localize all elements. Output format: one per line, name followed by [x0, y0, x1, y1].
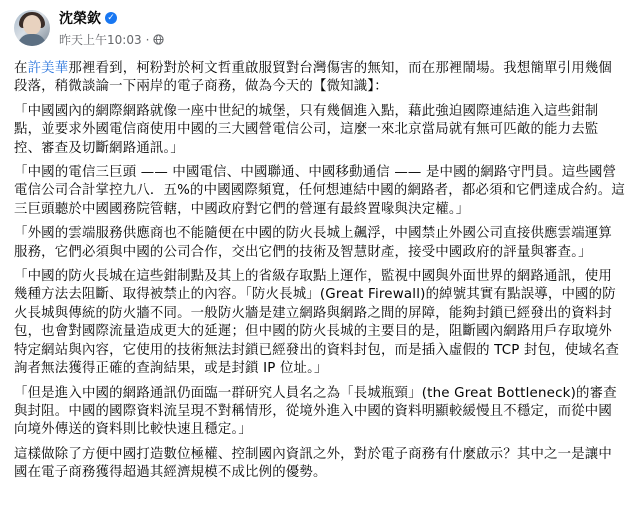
globe-icon[interactable] [153, 34, 164, 45]
author-avatar[interactable] [14, 10, 50, 46]
post-body [14, 60, 625, 483]
post-subline [59, 31, 164, 48]
post-paragraph-quote: 「中國的電信三巨頭 —— 中國電信、中國聯通、中國移動通信 —— 是中國的網路守門員。這些國營電信公司合計掌控九八．五%的中國國際頻寬，任何想連結中國的網路者，都必須和它們達成合約。這三巨頭聽於中國國務院管轄，中國政府對它們的營運有最終置喙與決定權。」 [14, 165, 625, 217]
post-paragraph-quote: 「外國的雲端服務供應商也不能隨便在中國的防火長城上飆浮，中國禁止外國公司直接供應雲端運算服務，它們必須與中國的公司合作，交出它們的技術及智慧財產，接受中國政府的評量與審查。」 [14, 226, 612, 260]
separator-dot: · [145, 32, 150, 47]
verified-badge-icon: ✓ [105, 12, 117, 24]
post-meta [59, 8, 164, 48]
post-paragraph-intro: 在許美華那裡看到，柯粉對於柯文哲重啟服貿對台灣傷害的無知，而在那裡鬧場。我想簡單引用幾個段落，稍微談論一下兩岸的電子商務，做為今天的【微知識】： [14, 61, 612, 95]
author-name[interactable]: 沈榮欽 [59, 11, 101, 27]
post-paragraph-conclusion: 這樣做除了方便中國打造數位極權、控制國內資訊之外，對於電子商務有什麼啟示？其中之一是讓中國在電子商務獲得超過其經濟規模不成比例的優勢。 [14, 446, 612, 481]
post-header [14, 9, 625, 47]
post-paragraph-quote: 「中國的防火長城在這些鉗制點及其上的省級存取點上運作，監視中國與外面世界的網路通訊，使用幾種方法去阻斷、取得被禁止的內容。「防火長城」(Great Firewall)的綽號其實有點誤導，中國的防火長城與傳統的防火牆不同。一般防火牆是建立網路與網路之間的屏障，能夠封鎖已經發出的資料封包，也會對國際流量造成更大的延遲；但中國的防火長城的主要目的是，阻斷國內網路用戶存取境外特定網站與內容，它使用的技術無法封鎖已經發出的資料封包，而是插入虛假的 TCP 封包，使域名查詢者無法獲得正確的查詢結果，或是封鎖 IP 位址。」 [14, 269, 620, 377]
post-paragraph-quote: 「中國國內的網際網路就像一座中世紀的城堡，只有幾個進入點，藉此強迫國際連結進入這些鉗制點，並要求外國電信商使用中國的三大國營電信公司，這麼一來北京當局就有無可匹敵的能力去監控、審查及切斷網路通訊。」 [14, 103, 599, 156]
mention-link[interactable]: 許美華 [27, 61, 69, 76]
post-paragraph-quote: 「但是進入中國的網路通訊仍面臨一群研究人員名之為「長城瓶頸」(the Great Bottleneck)的審查與封阻。中國的國際資料流呈現不對稱情形，從境外進入中國的資料明顯較緩慢且不穩定，而從中國向境外傳送的資料則比較快速且穩定。」 [14, 385, 617, 438]
post-timestamp[interactable]: 昨天上午10:03 [59, 33, 142, 47]
